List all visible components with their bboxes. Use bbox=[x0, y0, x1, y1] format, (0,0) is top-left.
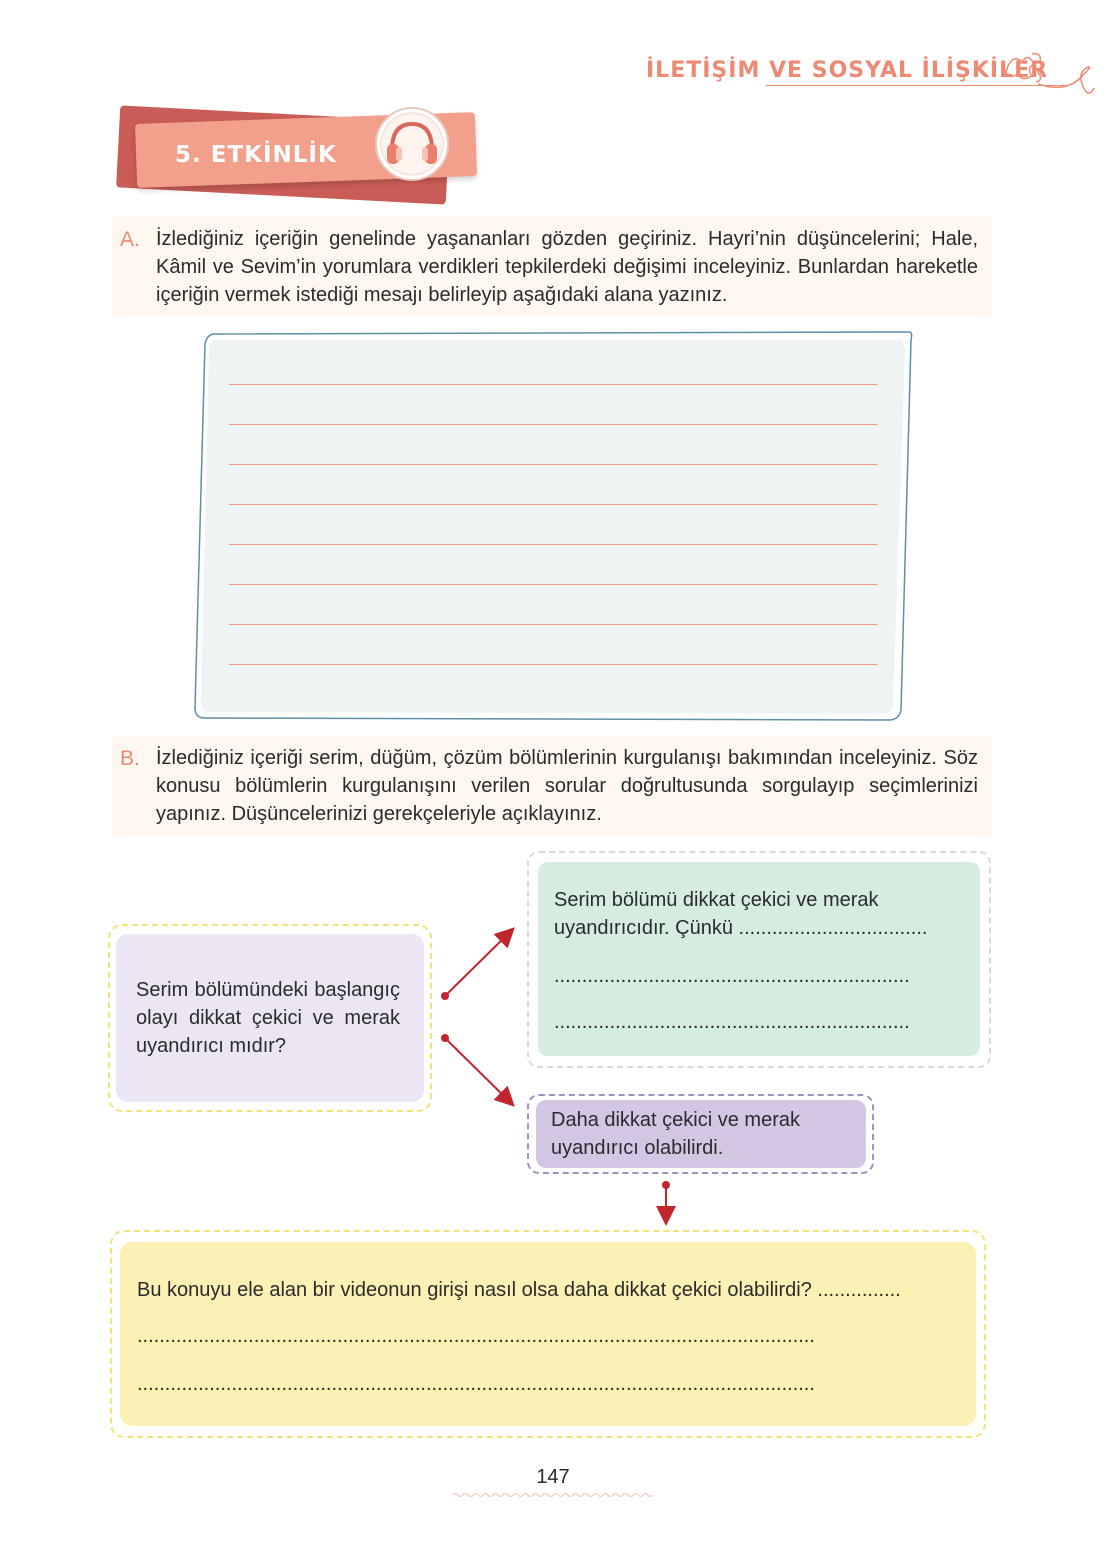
no-answer-text bbox=[551, 1106, 800, 1162]
puzzle-swirl-icon bbox=[998, 44, 1098, 104]
section-b-letter: B. bbox=[120, 747, 140, 770]
section-a-letter: A. bbox=[120, 228, 140, 251]
yes-answer-line: Serim bölümü dikkat çekici ve merak bbox=[554, 889, 879, 911]
no-answer-line: uyandırıcı olabilirdi. bbox=[551, 1137, 724, 1159]
arrow-to-followup bbox=[662, 1181, 670, 1222]
followup-dotted-line: .......................................................................................................................... bbox=[137, 1325, 815, 1347]
activity-label: 5. ETKİNLİK bbox=[175, 142, 337, 168]
writing-line bbox=[229, 544, 877, 545]
writing-line bbox=[229, 664, 877, 665]
writing-line bbox=[229, 584, 877, 585]
yes-answer-line: uyandırıcıdır. Çünkü .................................. bbox=[554, 917, 928, 939]
question-text: Serim bölümündeki başlangıç olayı dikkat çekici ve merak uyandırıcı mıdır? bbox=[136, 979, 400, 1057]
no-answer-line: Daha dikkat çekici ve merak bbox=[551, 1109, 800, 1131]
arrow-to-no bbox=[441, 1034, 512, 1104]
page-number: 147 bbox=[536, 1466, 570, 1488]
writing-line bbox=[229, 464, 877, 465]
writing-line bbox=[229, 424, 877, 425]
followup-question: Bu konuyu ele alan bir videonun girişi nasıl olsa daha dikkat çekici olabilirdi? ............... bbox=[137, 1279, 901, 1301]
section-a-instructions: İzlediğiniz içeriğin genelinde yaşananları gözden geçiriniz. Hayri’nin düşüncelerini; Hale, Kâmil ve Sevim’in yorumlara verdikleri tepkilerdeki değişimi inceleyiniz. Bunlardan hareketle içeriğin vermek istediği mesajı belirleyip aşağıdaki alana yazınız. bbox=[156, 228, 978, 306]
arrow-to-yes bbox=[441, 930, 512, 1000]
yes-answer-dotted-line: ................................................................ bbox=[554, 965, 910, 987]
writing-line bbox=[229, 504, 877, 505]
yes-answer-dotted-line: ................................................................ bbox=[554, 1011, 910, 1033]
page-number-ornament bbox=[453, 1492, 653, 1498]
unit-title: İLETİŞİM VE SOSYAL İLİŞKİLER bbox=[646, 58, 1049, 83]
section-b-instructions: İzlediğiniz içeriği serim, düğüm, çözüm bölümlerinin kurgulanışı bakımından inceleyiniz. Söz konusu bölümlerin kurgulanışını verilen sorular doğrultusunda sorgulayıp seçimlerinizi yapınız. Düşüncelerinizi gerekçeleriyle açıklayınız. bbox=[156, 747, 978, 825]
writing-line bbox=[229, 624, 877, 625]
followup-dotted-line: .......................................................................................................................... bbox=[137, 1373, 815, 1395]
writing-line bbox=[229, 384, 877, 385]
headphones-icon bbox=[374, 106, 450, 182]
